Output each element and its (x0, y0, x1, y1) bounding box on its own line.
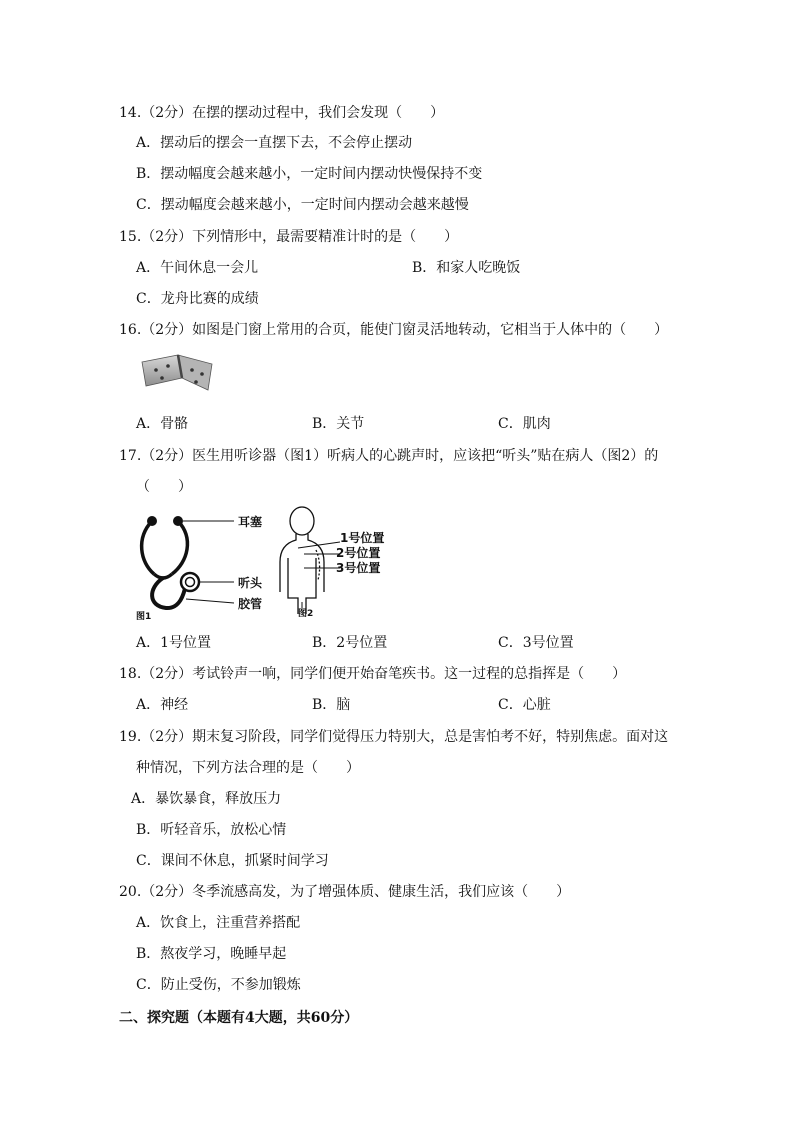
q18-option-c[interactable]: C．心脏 (498, 697, 551, 713)
q17-stem: 17.（2分）医生用听诊器（图1）听病人的心跳声时，应该把“听头”贴在病人（图2）的 (119, 448, 659, 464)
q18-stem: 18.（2分）考试铃声一响，同学们便开始奋笔疾书。这一过程的总指挥是（ ） (119, 666, 627, 682)
label-position-2: 2号位置 (336, 546, 381, 560)
q19-option-b[interactable]: B．听轻音乐，放松心情 (136, 822, 287, 838)
q20-stem: 20.（2分）冬季流感高发，为了增强体质、健康生活，我们应该（ ） (119, 884, 571, 900)
section-2-title: 二、探究题（本题有4大题，共60分） (119, 1010, 359, 1026)
label-position-1: 1号位置 (340, 531, 385, 545)
hinge-image (138, 352, 216, 394)
q17-option-c[interactable]: C．3号位置 (498, 635, 574, 651)
label-fig2: 图2 (298, 609, 314, 619)
q14-stem: 14.（2分）在摆的摆动过程中，我们会发现（ ） (119, 105, 445, 121)
q15-option-b[interactable]: B．和家人吃晚饭 (412, 260, 521, 276)
label-tube: 胶管 (238, 597, 263, 611)
label-chestpiece: 听头 (238, 576, 263, 590)
q16-option-c[interactable]: C．肌肉 (498, 416, 551, 432)
q15-option-c[interactable]: C．龙舟比赛的成绩 (136, 291, 259, 307)
q16-stem: 16.（2分）如图是门窗上常用的合页，能使门窗灵活地转动，它相当于人体中的（ ） (119, 322, 669, 338)
stethoscope-icon (142, 516, 234, 608)
q17-option-a[interactable]: A．1号位置 (136, 635, 212, 651)
q19-option-c[interactable]: C．课间不休息，抓紧时间学习 (136, 853, 329, 869)
q19-stem: 19.（2分）期末复习阶段，同学们觉得压力特别大，总是害怕考不好，特别焦虑。面对这 (119, 729, 669, 745)
label-fig1: 图1 (136, 612, 152, 622)
q14-option-c[interactable]: C．摆动幅度会越来越小，一定时间内摆动会越来越慢 (136, 197, 469, 213)
q17-stem-continued: （ ） (136, 479, 192, 495)
q16-option-a[interactable]: A．骨骼 (136, 416, 189, 432)
q15-option-a[interactable]: A．午间休息一会儿 (136, 260, 259, 276)
human-body-icon (280, 507, 324, 614)
stethoscope-figure (130, 504, 402, 624)
q19-stem-continued: 种情况，下列方法合理的是（ ） (136, 760, 360, 776)
q15-stem: 15.（2分）下列情形中，最需要精准计时的是（ ） (119, 229, 459, 245)
label-position-3: 3号位置 (336, 561, 381, 575)
q18-option-a[interactable]: A．神经 (136, 697, 189, 713)
q18-option-b[interactable]: B．脑 (312, 697, 351, 713)
q14-option-b[interactable]: B．摆动幅度会越来越小，一定时间内摆动快慢保持不变 (136, 166, 483, 182)
q17-option-b[interactable]: B．2号位置 (312, 635, 388, 651)
q20-option-a[interactable]: A．饮食上，注重营养搭配 (136, 915, 301, 931)
q16-option-b[interactable]: B．关节 (312, 416, 365, 432)
label-earplug: 耳塞 (238, 515, 263, 529)
q19-option-a[interactable]: A．暴饮暴食，释放压力 (131, 791, 282, 807)
q20-option-c[interactable]: C．防止受伤，不参加锻炼 (136, 977, 301, 993)
q20-option-b[interactable]: B．熬夜学习，晚睡早起 (136, 946, 287, 962)
q14-option-a[interactable]: A．摆动后的摆会一直摆下去，不会停止摆动 (136, 135, 413, 151)
